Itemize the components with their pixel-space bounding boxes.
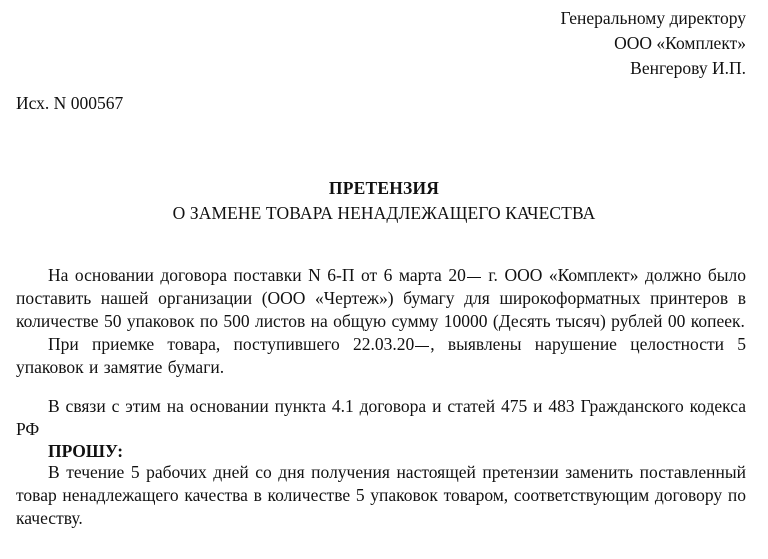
addressee-name: Венгерову И.П. — [630, 58, 746, 78]
paragraph-defects-part2: , выявлены нарушение целостности 5 упаковок и замятие бумаги. — [16, 334, 746, 377]
request-label: ПРОШУ: — [48, 441, 124, 461]
paragraph-request: В течение 5 рабочих дней со дня получения настоящей претензии заменить поставленный товар ненадлежащего качества в количестве 5 упаковок товаром, соответствующим договору по качеству. — [16, 462, 746, 528]
letter-body — [16, 264, 746, 530]
document-title: ПРЕТЕНЗИЯ — [328, 178, 440, 198]
spacer — [16, 379, 746, 395]
addressee-position: Генеральному директору — [560, 8, 746, 28]
paragraph-contract-basis — [16, 264, 746, 333]
addressee-block — [560, 6, 746, 81]
paragraph-contract-basis-part2: г. ООО «Комплект» должно было поставить нашей организации (ООО «Чертеж») бумагу для широкоформатных принтеров в количестве 50 упаковок по 500 листов на общую сумму 10000 (Десять тысяч) рублей 00 копеек. — [16, 265, 746, 331]
paragraph-legal-basis: В связи с этим на основании пункта 4.1 договора и статей 475 и 483 Гражданского кодекса РФ — [16, 396, 746, 439]
document-subtitle: О ЗАМЕНЕ ТОВАРА НЕНАДЛЕЖАЩЕГО КАЧЕСТВА — [172, 203, 596, 223]
year-blank — [467, 276, 481, 278]
paragraph-defects-part1: При приемке товара, поступившего 22.03.20 — [48, 334, 415, 354]
addressee-company: ООО «Комплект» — [614, 33, 746, 53]
year-blank — [415, 345, 429, 347]
outgoing-number: Исх. N 000567 — [16, 93, 124, 113]
document-title-block — [0, 176, 768, 226]
paragraph-defects — [16, 333, 746, 379]
paragraph-contract-basis-part1: На основании договора поставки N 6-П от 6 марта 20 — [48, 265, 466, 285]
